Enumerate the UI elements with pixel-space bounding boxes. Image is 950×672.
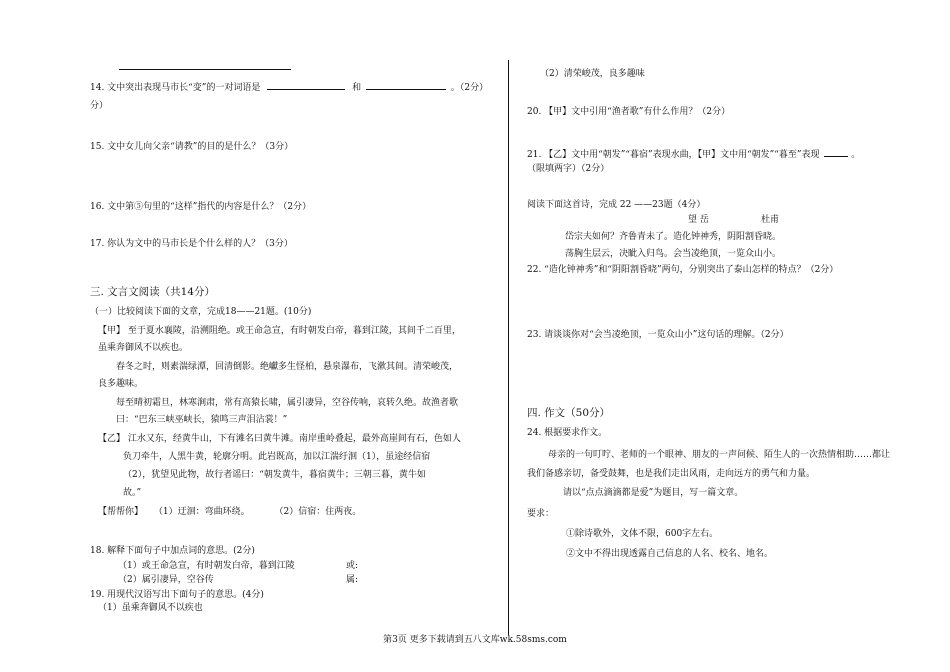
question-18-word-2: 属: (346, 575, 359, 585)
poem-line-2: 荡胸生层云，决眦入归鸟。会当凌绝顶，一览众山小。 (565, 249, 782, 259)
passage-jia-line-5: 每至晴初霜旦，林寒涧肃，常有高猿长啸，属引凄异，空谷传响，哀转久绝。故渔者歌 (116, 398, 459, 408)
question-18-item-2: （2）属引凄异，空谷传 (118, 575, 214, 585)
passage-yi-line-1: 【乙】 江水又东，经黄牛山，下有滩名曰黄牛滩。南岸重岭叠起，最外高崖间有石，色如人 (98, 434, 461, 444)
question-23: 23. 请谈谈你对“会当凌绝顶，一览众山小”这句话的理解。（2分） (527, 330, 789, 340)
section-3-title: 三. 文言文阅读（共14分） (90, 286, 216, 298)
passage-jia-line-6: 曰：“巴东三峡巫峡长，猿鸣三声泪沾裳！” (116, 415, 288, 425)
passage-yi-line-3: （2），犹望见此物，故行者谣曰：“朝发黄牛，暮宿黄牛；三朝三暮，黄牛如 (123, 470, 426, 480)
question-19: 19. 用现代汉语写出下面句子的意思。(4分) (90, 590, 264, 600)
help-note-2: （2）信宿：住两夜。 (274, 507, 362, 517)
question-18: 18. 解释下面句子中加点词的意思。(2分) (90, 546, 255, 556)
section-4-title: 四. 作文（50分） (527, 407, 611, 419)
essay-title-instruction: 请以“点点滴滴都是爱”为题目，写一篇文章。 (563, 488, 744, 498)
requirement-1: ①除诗歌外，文体不限，600字左右。 (566, 529, 719, 539)
q21-blank[interactable] (824, 147, 848, 157)
poem-title: 望 岳 (688, 215, 709, 225)
column-divider (508, 60, 509, 635)
passage-jia-line-1: 【甲】 至于夏水襄陵，沿溯阻绝。或王命急宣，有时朝发白帝，暮到江陵，其间千二百里， (98, 326, 461, 336)
question-16: 16. 文中第⑤句里的“这样”指代的内容是什么？（2分） (90, 202, 312, 212)
requirement-2: ②文中不得出现透露自己信息的人名、校名、地名。 (566, 549, 774, 559)
question-14-score-wrap: 分） (90, 101, 109, 111)
passage-jia-line-3: 春冬之时，则素湍绿潭，回清倒影。绝巘多生怪柏，悬泉瀑布，飞漱其间。清荣峻茂， (116, 362, 459, 372)
question-21: 21. 【乙】文中用“朝发”“暮宿”表现水曲，【甲】文中用“朝发”“暮至”表现 。 (527, 147, 860, 161)
question-21-note: （限填两字）（2分） (527, 164, 610, 174)
question-22: 22. “造化钟神秀”和“阴阳割昏晓”两句，分别突出了泰山怎样的特点？（2分） (527, 265, 839, 275)
top-answer-line (119, 69, 291, 70)
essay-prompt-line-1: 母亲的一句叮咛、老师的一个眼神、朋友的一声问候、陌生人的一次热情相助……都让 (548, 450, 891, 460)
help-note-1: （1）迂洄：弯曲环绕。 (153, 507, 250, 517)
passage-jia-line-4: 良多趣味。 (98, 379, 144, 389)
question-20: 20. 【甲】文中引用“渔者歌”有什么作用？（2分） (527, 107, 731, 117)
poem-line-1: 岱宗夫如何？齐鲁青未了。造化钟神秀，阴阳割昏晓。 (565, 232, 782, 242)
question-17: 17. 你认为文中的马市长是个什么样的人？（3分） (90, 239, 293, 249)
q14-blank-1[interactable] (267, 80, 345, 90)
passage-yi-line-2: 负刀牵牛，人黑牛黄，轮廓分明。此岩既高，加以江湍纡洄（1），虽途经信宿 (123, 452, 431, 462)
essay-prompt-line-2: 我们备感亲切，备受鼓舞，也是我们走出风雨，走向远方的勇气和力量。 (527, 469, 816, 479)
passage-jia-line-2: 虽乘奔御风不以疾也。 (98, 343, 189, 353)
question-18-item-1: （1）或王命急宣，有时朝发白帝，暮到江陵 (118, 561, 295, 571)
passage-yi-line-4: 故。” (123, 488, 142, 498)
question-14: 14. 文中突出表现马市长“变”的一对词语是 和 。（2分） (90, 80, 488, 94)
passage-intro: （一）比较阅读下面的文章，完成18——21题。(10分) (90, 307, 312, 317)
page-footer: 第3页 更多下载请到五八文库wk.58sms.com (383, 635, 567, 645)
question-18-word-1: 或: (346, 561, 359, 571)
question-19-item-2: （2）清荣峻茂，良多趣味 (540, 69, 645, 79)
question-15: 15. 文中女儿向父亲“请教”的目的是什么？（3分） (90, 142, 294, 152)
question-19-item-1: （1）虽乘奔御风不以疾也 (98, 603, 203, 613)
question-24: 24. 根据要求作文。 (527, 428, 608, 438)
poem-author: 杜甫 (761, 215, 780, 225)
help-label: 【帮帮你】 (98, 507, 144, 517)
requirements-label: 要求： (527, 509, 555, 519)
q14-blank-2[interactable] (366, 80, 446, 90)
help-notes (98, 506, 361, 518)
poem-intro: 阅读下面这首诗，完成 22 ——23题（4分） (527, 200, 706, 210)
